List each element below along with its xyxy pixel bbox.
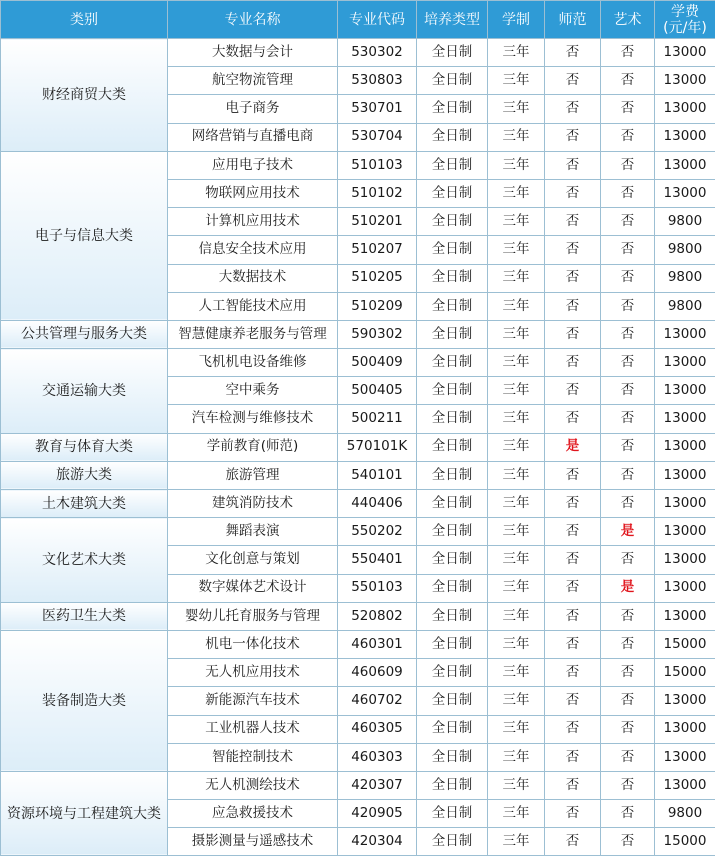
fee-cell: 13000	[655, 349, 715, 377]
type-cell: 全日制	[417, 320, 488, 348]
normal-cell: 否	[545, 715, 601, 743]
art-cell: 否	[601, 151, 655, 179]
type-cell: 全日制	[417, 743, 488, 771]
major-cell: 空中乘务	[168, 377, 338, 405]
header-row	[1, 1, 715, 39]
code-cell: 440406	[338, 490, 417, 518]
art-cell: 否	[601, 828, 655, 856]
art-cell: 否	[601, 715, 655, 743]
art-cell: 否	[601, 743, 655, 771]
years-cell: 三年	[488, 546, 545, 574]
major-cell: 信息安全技术应用	[168, 236, 338, 264]
normal-cell: 否	[545, 574, 601, 602]
normal-cell: 否	[545, 377, 601, 405]
table-row	[1, 630, 715, 658]
major-cell: 网络营销与直播电商	[168, 123, 338, 151]
normal-cell: 否	[545, 95, 601, 123]
code-cell: 540101	[338, 461, 417, 489]
art-cell: 否	[601, 490, 655, 518]
fee-cell: 9800	[655, 292, 715, 320]
fee-cell: 13000	[655, 320, 715, 348]
normal-cell: 否	[545, 546, 601, 574]
code-cell: 460301	[338, 630, 417, 658]
table-row	[1, 461, 715, 489]
code-cell: 420307	[338, 771, 417, 799]
code-cell: 510209	[338, 292, 417, 320]
major-cell: 人工智能技术应用	[168, 292, 338, 320]
category-cell: 交通运输大类	[1, 349, 168, 434]
normal-cell: 否	[545, 518, 601, 546]
art-cell: 否	[601, 687, 655, 715]
fee-cell: 15000	[655, 659, 715, 687]
major-cell: 大数据技术	[168, 264, 338, 292]
type-cell: 全日制	[417, 518, 488, 546]
major-cell: 大数据与会计	[168, 39, 338, 67]
code-cell: 550202	[338, 518, 417, 546]
code-cell: 510102	[338, 179, 417, 207]
major-cell: 智能控制技术	[168, 743, 338, 771]
type-cell: 全日制	[417, 95, 488, 123]
table-row	[1, 39, 715, 67]
years-cell: 三年	[488, 39, 545, 67]
code-cell: 510103	[338, 151, 417, 179]
code-cell: 550401	[338, 546, 417, 574]
major-cell: 飞机机电设备维修	[168, 349, 338, 377]
code-cell: 420304	[338, 828, 417, 856]
art-cell: 是	[601, 574, 655, 602]
type-cell: 全日制	[417, 687, 488, 715]
fee-cell: 13000	[655, 546, 715, 574]
code-cell: 520802	[338, 602, 417, 630]
fee-cell: 13000	[655, 39, 715, 67]
art-cell: 否	[601, 123, 655, 151]
table-body	[1, 39, 715, 856]
normal-cell: 否	[545, 490, 601, 518]
fee-cell: 13000	[655, 715, 715, 743]
normal-cell: 否	[545, 659, 601, 687]
normal-cell: 否	[545, 743, 601, 771]
major-cell: 无人机测绘技术	[168, 771, 338, 799]
years-cell: 三年	[488, 828, 545, 856]
code-cell: 590302	[338, 320, 417, 348]
table-row	[1, 320, 715, 348]
fee-cell: 13000	[655, 490, 715, 518]
code-cell: 530704	[338, 123, 417, 151]
years-cell: 三年	[488, 574, 545, 602]
code-cell: 510201	[338, 208, 417, 236]
major-cell: 电子商务	[168, 95, 338, 123]
art-cell: 否	[601, 179, 655, 207]
art-cell: 否	[601, 236, 655, 264]
fee-cell: 13000	[655, 123, 715, 151]
years-cell: 三年	[488, 602, 545, 630]
type-cell: 全日制	[417, 208, 488, 236]
art-cell: 否	[601, 95, 655, 123]
fee-cell: 13000	[655, 687, 715, 715]
normal-cell: 否	[545, 179, 601, 207]
normal-cell: 否	[545, 67, 601, 95]
fee-cell: 9800	[655, 800, 715, 828]
years-cell: 三年	[488, 264, 545, 292]
header-category: 类别	[1, 1, 168, 39]
normal-cell: 否	[545, 264, 601, 292]
category-cell: 装备制造大类	[1, 630, 168, 771]
type-cell: 全日制	[417, 292, 488, 320]
header-code: 专业代码	[338, 1, 417, 39]
years-cell: 三年	[488, 151, 545, 179]
category-cell: 旅游大类	[1, 461, 168, 489]
years-cell: 三年	[488, 461, 545, 489]
type-cell: 全日制	[417, 630, 488, 658]
type-cell: 全日制	[417, 574, 488, 602]
major-cell: 建筑消防技术	[168, 490, 338, 518]
code-cell: 570101K	[338, 433, 417, 461]
art-cell: 否	[601, 320, 655, 348]
years-cell: 三年	[488, 630, 545, 658]
normal-cell: 否	[545, 405, 601, 433]
table-row	[1, 771, 715, 799]
years-cell: 三年	[488, 123, 545, 151]
header-major: 专业名称	[168, 1, 338, 39]
type-cell: 全日制	[417, 377, 488, 405]
type-cell: 全日制	[417, 490, 488, 518]
art-cell: 否	[601, 349, 655, 377]
header-years: 学制	[488, 1, 545, 39]
table-row	[1, 349, 715, 377]
major-cell: 计算机应用技术	[168, 208, 338, 236]
category-cell: 土木建筑大类	[1, 490, 168, 518]
art-cell: 否	[601, 461, 655, 489]
normal-cell: 否	[545, 208, 601, 236]
type-cell: 全日制	[417, 771, 488, 799]
normal-cell: 否	[545, 39, 601, 67]
years-cell: 三年	[488, 236, 545, 264]
art-cell: 是	[601, 518, 655, 546]
major-cell: 智慧健康养老服务与管理	[168, 320, 338, 348]
type-cell: 全日制	[417, 659, 488, 687]
category-cell: 教育与体育大类	[1, 433, 168, 461]
years-cell: 三年	[488, 687, 545, 715]
header-fee-line2: (元/年)	[663, 19, 707, 36]
type-cell: 全日制	[417, 67, 488, 95]
header-art: 艺术	[601, 1, 655, 39]
art-cell: 否	[601, 630, 655, 658]
years-cell: 三年	[488, 743, 545, 771]
type-cell: 全日制	[417, 151, 488, 179]
normal-cell: 否	[545, 151, 601, 179]
major-cell: 航空物流管理	[168, 67, 338, 95]
code-cell: 500405	[338, 377, 417, 405]
art-cell: 否	[601, 659, 655, 687]
major-cell: 文化创意与策划	[168, 546, 338, 574]
type-cell: 全日制	[417, 179, 488, 207]
major-cell: 旅游管理	[168, 461, 338, 489]
years-cell: 三年	[488, 405, 545, 433]
category-cell: 公共管理与服务大类	[1, 320, 168, 348]
code-cell: 550103	[338, 574, 417, 602]
fee-cell: 15000	[655, 630, 715, 658]
fee-cell: 9800	[655, 264, 715, 292]
fee-cell: 13000	[655, 574, 715, 602]
table-row	[1, 433, 715, 461]
code-cell: 530803	[338, 67, 417, 95]
header-fee-line1: 学费	[671, 3, 699, 20]
fee-cell: 13000	[655, 179, 715, 207]
major-cell: 无人机应用技术	[168, 659, 338, 687]
years-cell: 三年	[488, 67, 545, 95]
years-cell: 三年	[488, 349, 545, 377]
years-cell: 三年	[488, 377, 545, 405]
type-cell: 全日制	[417, 715, 488, 743]
major-cell: 工业机器人技术	[168, 715, 338, 743]
type-cell: 全日制	[417, 39, 488, 67]
table-row	[1, 151, 715, 179]
art-cell: 否	[601, 602, 655, 630]
normal-cell: 否	[545, 461, 601, 489]
art-cell: 否	[601, 433, 655, 461]
code-cell: 500409	[338, 349, 417, 377]
category-cell: 电子与信息大类	[1, 151, 168, 320]
type-cell: 全日制	[417, 461, 488, 489]
code-cell: 530302	[338, 39, 417, 67]
fee-cell: 13000	[655, 518, 715, 546]
fee-cell: 15000	[655, 828, 715, 856]
major-cell: 应用电子技术	[168, 151, 338, 179]
type-cell: 全日制	[417, 405, 488, 433]
normal-cell: 是	[545, 433, 601, 461]
art-cell: 否	[601, 771, 655, 799]
table-row	[1, 518, 715, 546]
major-cell: 舞蹈表演	[168, 518, 338, 546]
header-fee	[655, 1, 715, 39]
fee-cell: 9800	[655, 236, 715, 264]
art-cell: 否	[601, 377, 655, 405]
years-cell: 三年	[488, 659, 545, 687]
type-cell: 全日制	[417, 349, 488, 377]
normal-cell: 否	[545, 602, 601, 630]
major-cell: 数字媒体艺术设计	[168, 574, 338, 602]
code-cell: 500211	[338, 405, 417, 433]
category-cell: 文化艺术大类	[1, 518, 168, 603]
category-cell: 资源环境与工程建筑大类	[1, 771, 168, 856]
table-row	[1, 602, 715, 630]
art-cell: 否	[601, 264, 655, 292]
major-cell: 物联网应用技术	[168, 179, 338, 207]
code-cell: 530701	[338, 95, 417, 123]
fee-cell: 13000	[655, 95, 715, 123]
normal-cell: 否	[545, 800, 601, 828]
type-cell: 全日制	[417, 236, 488, 264]
code-cell: 460609	[338, 659, 417, 687]
years-cell: 三年	[488, 800, 545, 828]
years-cell: 三年	[488, 518, 545, 546]
normal-cell: 否	[545, 349, 601, 377]
fee-cell: 13000	[655, 405, 715, 433]
fee-cell: 13000	[655, 771, 715, 799]
type-cell: 全日制	[417, 602, 488, 630]
normal-cell: 否	[545, 320, 601, 348]
fee-cell: 13000	[655, 67, 715, 95]
type-cell: 全日制	[417, 433, 488, 461]
code-cell: 460305	[338, 715, 417, 743]
normal-cell: 否	[545, 236, 601, 264]
major-cell: 应急救援技术	[168, 800, 338, 828]
header-normal: 师范	[545, 1, 601, 39]
code-cell: 460303	[338, 743, 417, 771]
type-cell: 全日制	[417, 828, 488, 856]
fee-cell: 13000	[655, 151, 715, 179]
years-cell: 三年	[488, 208, 545, 236]
type-cell: 全日制	[417, 123, 488, 151]
normal-cell: 否	[545, 630, 601, 658]
art-cell: 否	[601, 292, 655, 320]
type-cell: 全日制	[417, 800, 488, 828]
category-cell: 医药卫生大类	[1, 602, 168, 630]
category-cell: 财经商贸大类	[1, 39, 168, 152]
major-cell: 摄影测量与遥感技术	[168, 828, 338, 856]
years-cell: 三年	[488, 771, 545, 799]
fee-cell: 13000	[655, 743, 715, 771]
years-cell: 三年	[488, 292, 545, 320]
art-cell: 否	[601, 39, 655, 67]
major-cell: 汽车检测与维修技术	[168, 405, 338, 433]
major-cell: 婴幼儿托育服务与管理	[168, 602, 338, 630]
art-cell: 否	[601, 800, 655, 828]
code-cell: 420905	[338, 800, 417, 828]
code-cell: 510207	[338, 236, 417, 264]
table-row	[1, 490, 715, 518]
art-cell: 否	[601, 67, 655, 95]
years-cell: 三年	[488, 179, 545, 207]
years-cell: 三年	[488, 490, 545, 518]
years-cell: 三年	[488, 715, 545, 743]
normal-cell: 否	[545, 292, 601, 320]
header-type: 培养类型	[417, 1, 488, 39]
art-cell: 否	[601, 405, 655, 433]
major-cell: 新能源汽车技术	[168, 687, 338, 715]
normal-cell: 否	[545, 123, 601, 151]
fee-cell: 13000	[655, 461, 715, 489]
fee-cell: 13000	[655, 377, 715, 405]
code-cell: 460702	[338, 687, 417, 715]
code-cell: 510205	[338, 264, 417, 292]
fee-cell: 13000	[655, 433, 715, 461]
type-cell: 全日制	[417, 546, 488, 574]
normal-cell: 否	[545, 828, 601, 856]
years-cell: 三年	[488, 320, 545, 348]
fee-cell: 13000	[655, 602, 715, 630]
normal-cell: 否	[545, 687, 601, 715]
fee-cell: 9800	[655, 208, 715, 236]
years-cell: 三年	[488, 433, 545, 461]
major-cell: 机电一体化技术	[168, 630, 338, 658]
years-cell: 三年	[488, 95, 545, 123]
major-cell: 学前教育(师范)	[168, 433, 338, 461]
normal-cell: 否	[545, 771, 601, 799]
art-cell: 否	[601, 208, 655, 236]
art-cell: 否	[601, 546, 655, 574]
type-cell: 全日制	[417, 264, 488, 292]
